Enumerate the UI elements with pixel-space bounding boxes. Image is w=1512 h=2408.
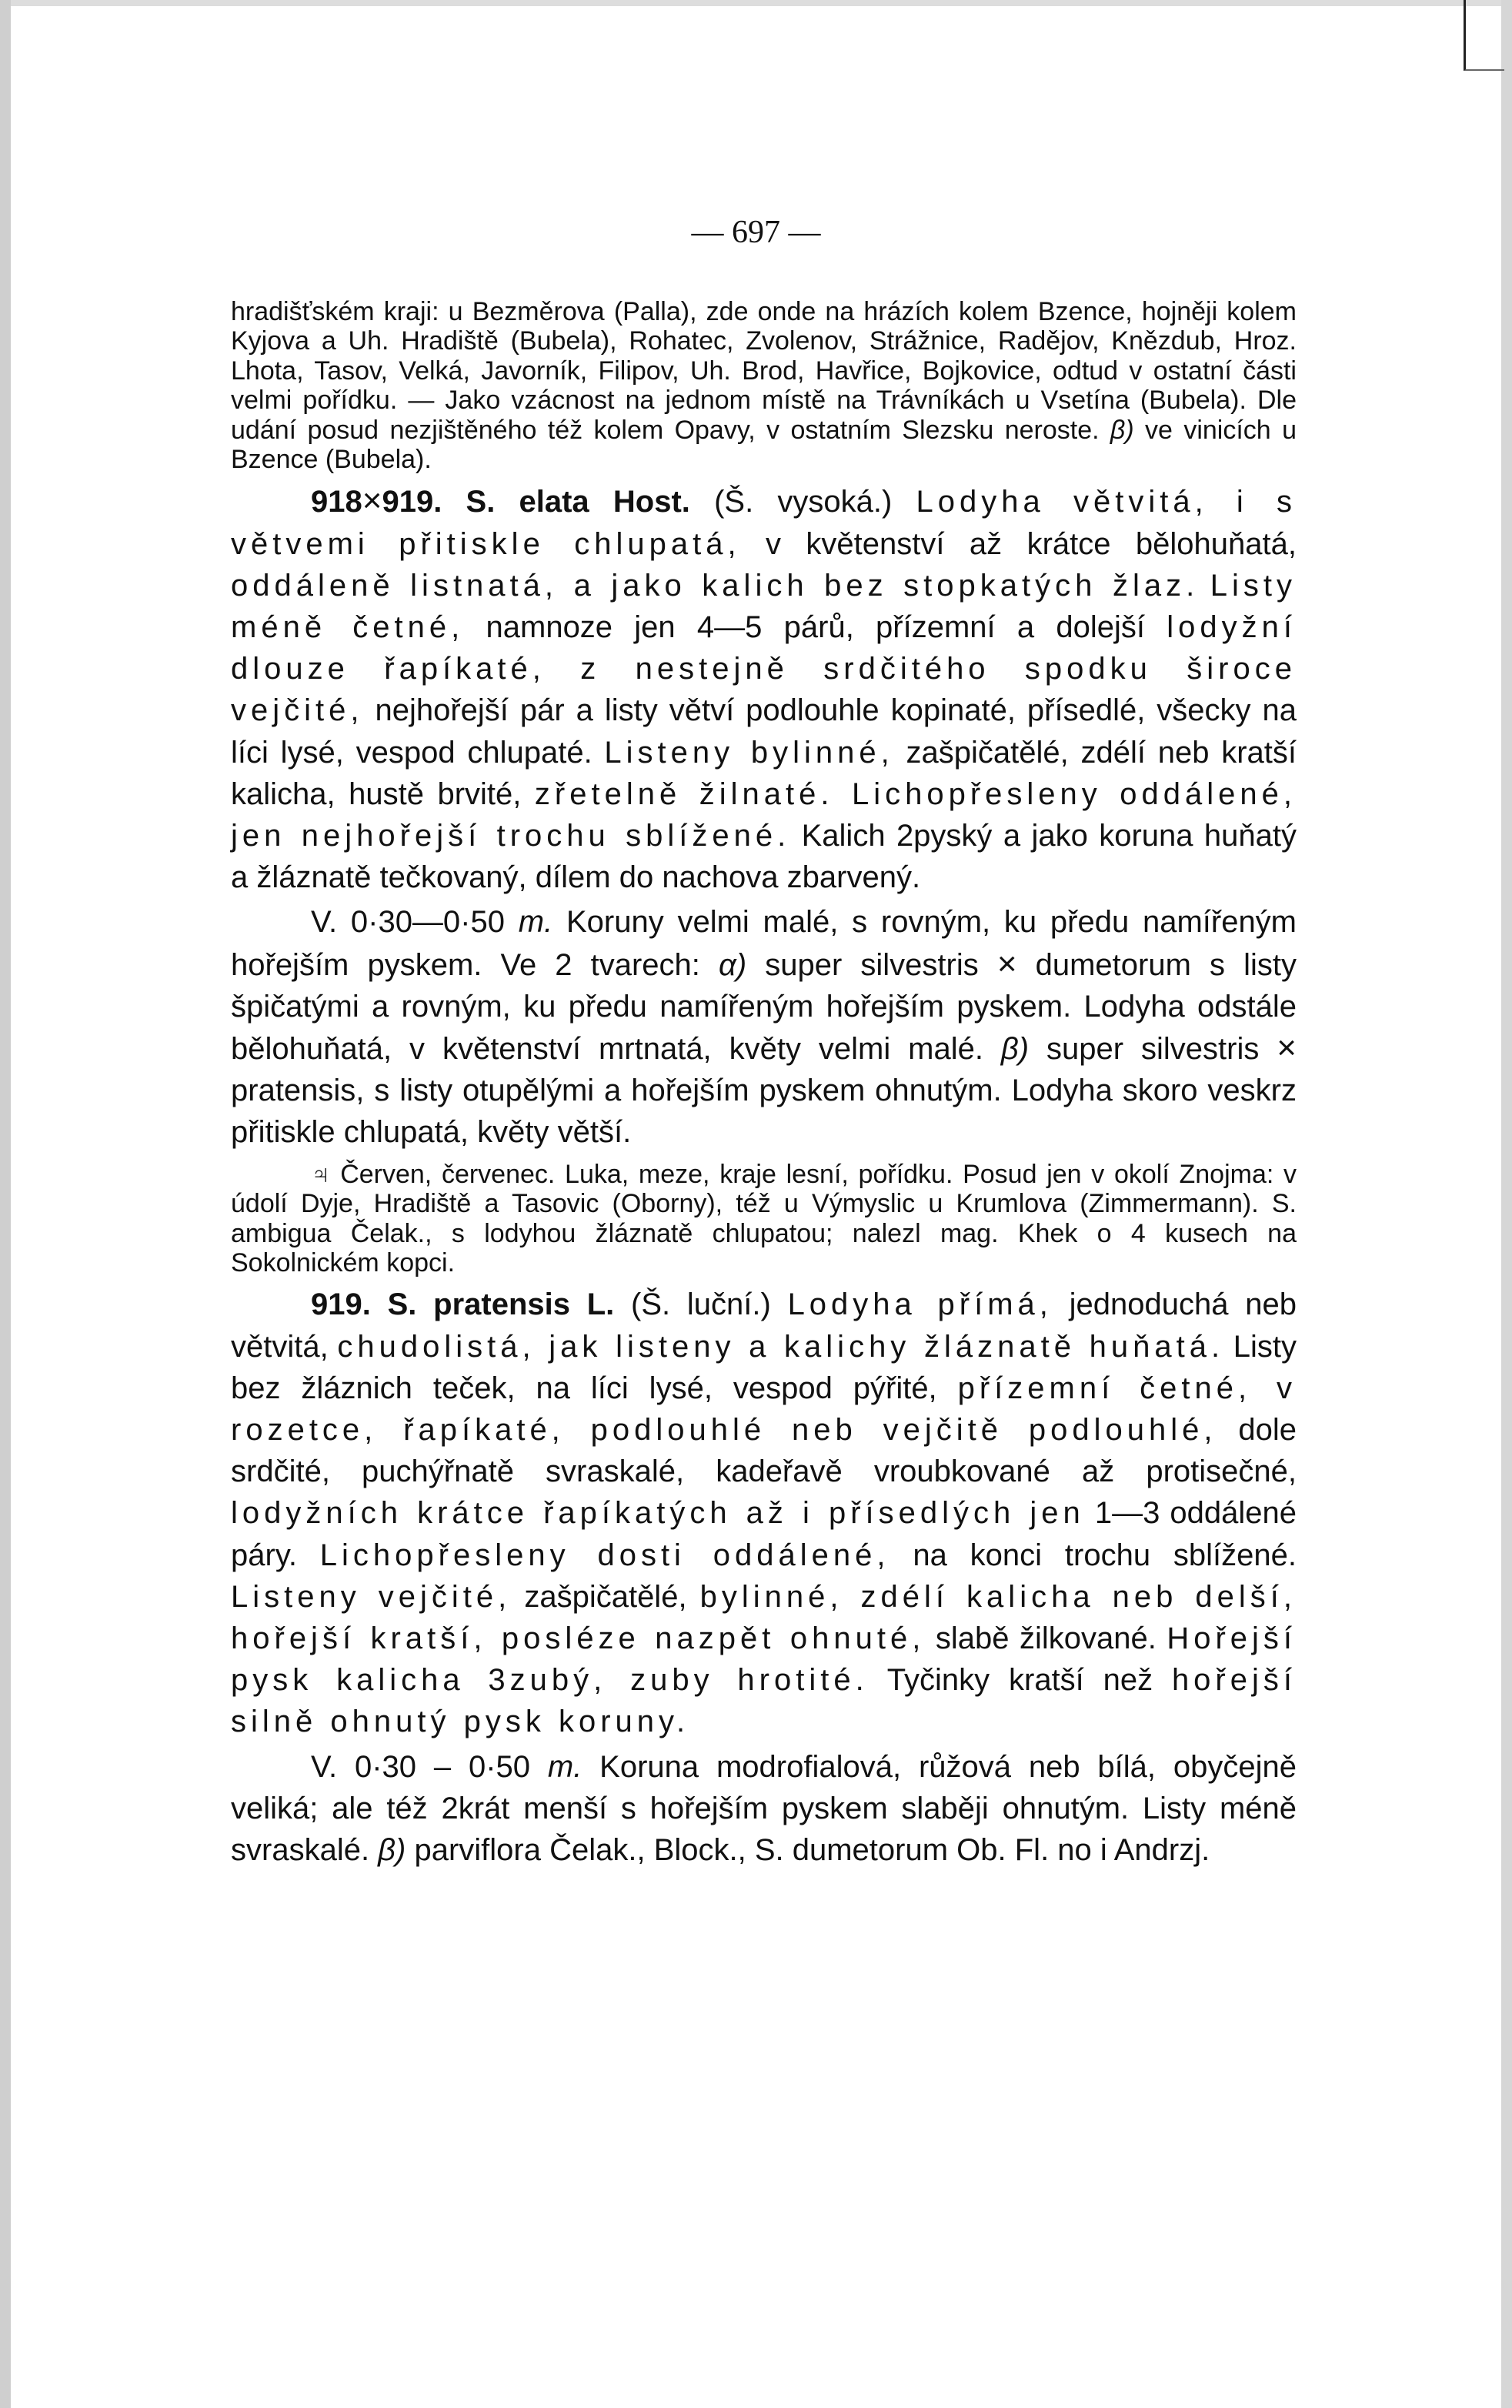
text-run: parviflora Čelak., Block., S. dumetorum Ob. Fl. no i Andrzj. [406, 1832, 1210, 1867]
paragraph [231, 1160, 1297, 1278]
text-run: super silvestris [1029, 1032, 1277, 1067]
paragraph [231, 297, 1297, 474]
text-run: bylinné, zdélí kalicha neb delší, hořejší kratší, posléze nazpět ohnuté, [231, 1579, 1297, 1655]
text-run: Listeny vejčité, [231, 1579, 512, 1614]
paragraph [231, 1746, 1297, 1872]
scan-edge-right [1501, 0, 1512, 2408]
text-run: β) [378, 1832, 406, 1867]
text-run: Koruna modrofialová, růžová neb bílá, obyčejně veliká; ale též 2krát menší s hořejším pyskem slaběji ohnutým. Listy méně svraskalé. [231, 1749, 1297, 1867]
page-body [231, 297, 1297, 1871]
text-run: lodyžních krátce řapíkatých až i přísedlých jen [231, 1496, 1085, 1531]
text-run: na konci trochu sblížené. [890, 1538, 1297, 1572]
text-run: Kalich 2pyský a jako koruna huňatý a žláznatě tečkovaný, dílem do nachova zbarvený. [231, 819, 1297, 895]
text-run: slabě žilkované. [925, 1621, 1167, 1655]
text-run: chudolistá, jak listeny a kalichy žláznatě huňatá. [337, 1329, 1225, 1364]
text-run: zašpičatělé, zdélí neb kratší kalicha, hustě brvité, [231, 735, 1297, 811]
text-run: nejhořejší pár a listy větví podlouhle kopinaté, přísedlé, všecky na líci lysé, vespod chlupaté. [231, 693, 1297, 770]
text-run: Listy bez žláznich teček, na líci lysé, vespod pýřité, [231, 1329, 1297, 1405]
text-run [1199, 569, 1210, 603]
text-run: (Š. luční.) [614, 1287, 788, 1322]
text-run: m. [547, 1749, 582, 1784]
text-run: × [996, 944, 1017, 983]
text-run: Lodyha větvitá, i s větvemi přitiskle chlupatá, [231, 485, 1297, 561]
text-run: 918 [311, 485, 362, 519]
scan-edge-left [0, 0, 11, 2408]
text-run: ve vinicích u Bzence (Bubela). [231, 415, 1297, 475]
text-run: ♃ Červen, červenec. Luka, meze, kraje lesní, pořídku. Posud jen v okolí Znojma: v údolí Dyje, Hradiště a Tasovic (Oborny), též u Výmyslic u Krumlova (Zimmermann). S. ambigua Čelak., s lodyhou žláznatě chlupatou; nalezl mag. Khek o 4 kusech na Sokolnickém kopci. [231, 1159, 1297, 1277]
text-run: V. 0·30 – 0·50 [311, 1749, 548, 1784]
text-run: V. 0·30—0·50 [311, 905, 519, 940]
text-run: β) [1000, 1032, 1030, 1067]
text-run: lodyžní dlouze řapíkaté, z nestejně srdčitého spodku široce vejčité, [231, 610, 1297, 728]
scan-edge-top [0, 0, 1512, 6]
text-run: β) [1110, 415, 1134, 445]
text-run: dumetorum s listy špičatými a rovným, ku předu namířeným hořejším pyskem. Lodyha odstále bělohuňatá, v květenství mrtnatá, květy velmi malé. [231, 947, 1297, 1067]
text-run: dole srdčité, puchýřnatě svraskalé, kadeřavě vroubkované až protisečné, [231, 1412, 1297, 1489]
text-run: Listy méně četné, [231, 568, 1297, 645]
text-run: m. [518, 905, 553, 940]
text-run: hořejší silně ohnutý pysk koruny. [231, 1663, 1297, 1739]
text-run: 919. S. pratensis L. [311, 1287, 615, 1322]
text-run: × [1277, 1029, 1297, 1067]
text-run: pratensis, s listy otupělými a hořejším pyskem ohnutým. Lodyha skoro veskrz přitiskle chlupatá, květy větší. [231, 1074, 1297, 1150]
page-number: — 697 — [691, 215, 821, 250]
text-run: oddáleně listnatá, a jako kalich bez stopkatých žlaz. [231, 568, 1200, 603]
text-run: super silvestris [746, 947, 997, 982]
text-run: zřetelně žilnaté. Lichopřesleny oddálené, jen nejhořejší trochu sblížené. [231, 777, 1297, 853]
scan-corner-mark [1464, 0, 1504, 71]
text-run: jednoduchá neb větvitá, [231, 1287, 1297, 1364]
text-run: Lichopřesleny dosti oddálené, [319, 1538, 890, 1572]
text-run: (Š. vysoká.) [689, 485, 916, 519]
text-run: 1—3 oddálené páry. [231, 1496, 1297, 1572]
text-run: α) [719, 947, 747, 982]
text-run: hradišťském kraji: u Bezměrova (Palla), zde onde na hrázích kolem Bzence, hojněji kolem Kyjova a Uh. Hradiště (Bubela), Rohatec, Zvolenov, Strážnice, Radějov, Knězdub, Hroz. Lhota, Tasov, Velká, Javorník, Filipov, Uh. Brod, Havřice, Bojkovice, odtud v ostatní části velmi pořídku. — Jako vzácnost na jednom místě na Trávníkách u Vsetína (Bubela). Dle udání posud nezjištěného též kolem Opavy, v ostatním Slezsku neroste. [231, 297, 1297, 445]
text-run: namnoze jen 4—5 párů, přízemní a dolejší [464, 610, 1167, 645]
text-run: v květenství až krátce bělohuňatá, [740, 526, 1297, 561]
text-run: Hořejší pysk kalicha 3zubý, zuby hrotité. [231, 1621, 1297, 1698]
paragraph [231, 1284, 1297, 1742]
text-run: × [362, 482, 382, 520]
text-run: Lodyha přímá, [787, 1287, 1053, 1322]
paragraph [231, 480, 1297, 898]
text-run: přízemní četné, v rozetce, řapíkaté, podlouhlé neb vejčitě podlouhlé, [231, 1371, 1297, 1447]
text-run: Koruny velmi malé, s rovným, ku předu namířeným hořejším pyskem. Ve 2 tvarech: [231, 905, 1297, 982]
text-run: zašpičatělé, [511, 1579, 700, 1614]
text-run: 919. S. elata Host. [382, 485, 690, 519]
text-run: Listeny bylinné, [604, 735, 894, 770]
paragraph [231, 901, 1297, 1153]
text-run: Tyčinky kratší než [868, 1663, 1172, 1698]
